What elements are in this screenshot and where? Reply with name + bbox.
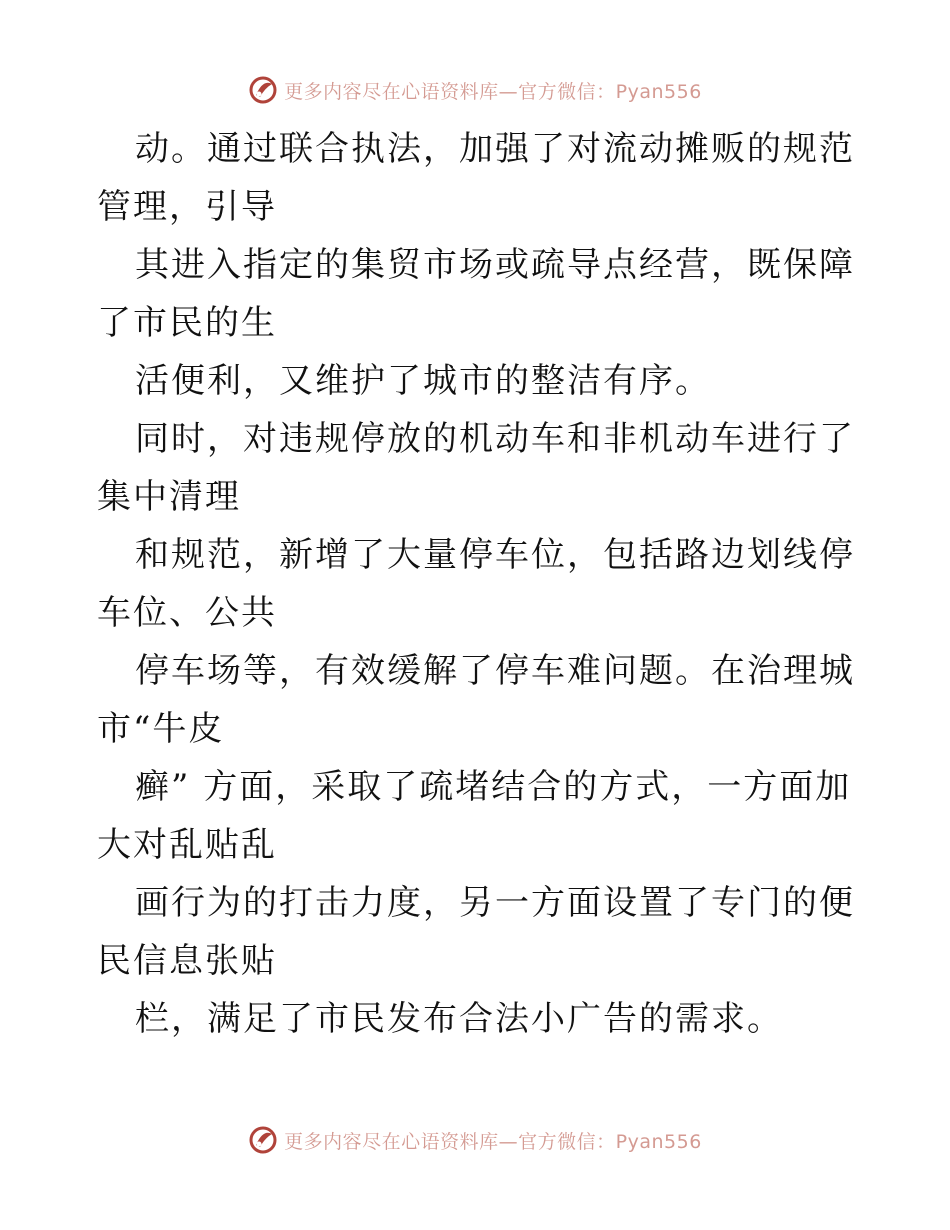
paragraph-line: 动。通过联合执法，加强了对流动摊贩的规范管理，引导 [97,129,855,227]
logo-icon [248,1125,278,1155]
paragraph-line: 癣” 方面，采取了疏堵结合的方式，一方面加大对乱贴乱 [97,767,852,865]
document-body [97,120,857,1048]
paragraph-line: 活便利，又维护了城市的整洁有序。 [135,361,711,401]
logo-icon [248,75,278,105]
paragraph-line: 画行为的打击力度，另一方面设置了专门的便民信息张贴 [97,883,855,981]
header-banner [0,70,950,110]
paragraph-line: 和规范，新增了大量停车位，包括路边划线停车位、公共 [97,535,855,633]
header-banner-text: 更多内容尽在心语资料库—官方微信：Pyan556 [284,80,702,103]
paragraph-line: 栏，满足了市民发布合法小广告的需求。 [135,999,783,1039]
footer-banner-text: 更多内容尽在心语资料库—官方微信：Pyan556 [284,1130,702,1153]
paragraph-line: 同时，对违规停放的机动车和非机动车进行了集中清理 [97,419,855,517]
footer-banner [0,1120,950,1160]
paragraph-line: 其进入指定的集贸市场或疏导点经营，既保障了市民的生 [97,245,855,343]
paragraph-line: 停车场等，有效缓解了停车难问题。在治理城市“牛皮 [97,651,855,749]
